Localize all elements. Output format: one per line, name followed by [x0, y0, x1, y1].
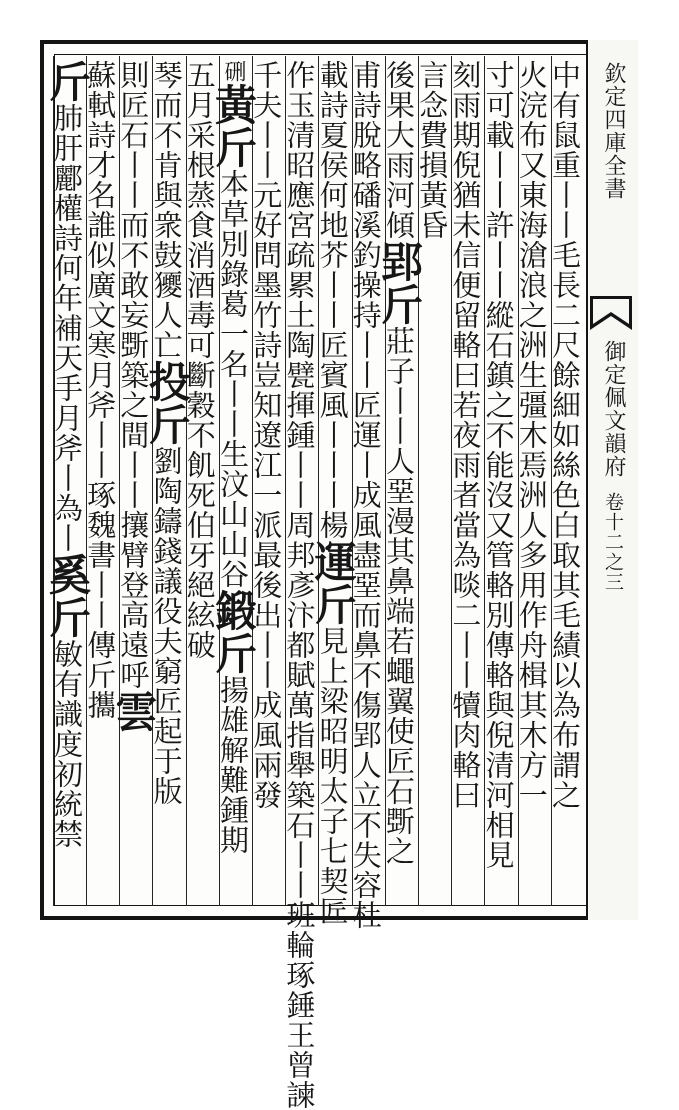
section-label: 御定佩文韻府: [601, 340, 626, 478]
column-text: 載詩夏侯何地芥丨丨匠賓風丨丨: [315, 60, 350, 480]
text-column: [142, 60, 192, 900]
text-column: [481, 60, 517, 900]
book-title: 欽定四庫全書: [601, 62, 626, 200]
column-text: 肺肝酈權詩何年補天手月斧丨為丨: [49, 103, 84, 553]
text-column: [282, 60, 318, 1110]
text-column: [348, 60, 385, 930]
column-text: 琴而不肯與衆鼓獿人亡: [149, 60, 184, 360]
column-text: 甫詩脫略磻溪釣操持丨丨匠: [348, 60, 383, 420]
column-text: 則匠石丨丨而不敢妄斲: [116, 60, 151, 360]
headword: 斤: [42, 60, 92, 103]
headword: 黃斤: [208, 83, 258, 169]
column-text: 千夫丨丨元好問墨竹詩豈知遼江一派最後出丨丨成風兩發: [249, 60, 284, 810]
text-column: [83, 60, 119, 900]
text-column: [109, 60, 159, 900]
headword: 鍛斤: [208, 589, 258, 675]
column-text: 言念費損黃昏: [415, 60, 450, 240]
text-column: [514, 60, 551, 900]
column-text: 劉陶鑄錢議役夫窮匠起于版: [149, 446, 184, 806]
column-text: 死伯牙絕絃破: [182, 480, 217, 660]
column-text: 蘇軾詩才名誰似廣文寒月斧丨丨琢: [83, 60, 118, 510]
text-column: [249, 60, 285, 900]
column-text: 魏書丨丨傳斤: [83, 510, 118, 690]
column-text: 見上梁昭明太子七契匠: [315, 626, 350, 926]
text-column: [42, 60, 92, 900]
headword: 郢斤: [374, 240, 424, 326]
column-text: 揚雄解難鍾期: [215, 675, 250, 855]
column-text: 丨楊: [315, 480, 350, 540]
text-column: [182, 60, 219, 900]
headword: 運斤: [308, 540, 358, 626]
headword: 投斤: [142, 360, 192, 446]
column-text: 築之間丨丨攘臂登高遠呼: [116, 360, 151, 690]
text-column: [448, 60, 484, 900]
headword: 奚斤: [42, 553, 92, 639]
column-text: 火浣布又東海滄浪之洲生彊木焉洲人多用作舟楫其木方一: [514, 60, 549, 810]
column-text: 莊子丨丨人堊漫其鼻端若蠅翼使匠石斲之: [381, 326, 416, 866]
text-column: [547, 60, 584, 900]
text-column: [374, 60, 424, 900]
column-text: 刻雨期倪猶未信便留輅曰若夜雨者當為啖二丨丨犢肉輅曰: [448, 60, 483, 810]
volume-label: 卷十二之三: [602, 492, 624, 592]
column-text: 石丨丨班輪琢錘王曾諫: [282, 810, 317, 1110]
text-column: [415, 60, 451, 900]
column-text: 攜: [83, 690, 118, 720]
text-column: [208, 60, 258, 900]
column-text: 本草別錄葛一名丨丨生汶山山谷: [215, 169, 250, 589]
column-text: 後果大雨河傾: [381, 60, 416, 240]
headword: 雲: [109, 690, 159, 733]
column-text: 五月采根蒸食消酒毒可斷穀不飢: [182, 60, 217, 480]
column-text: 作玉清昭應宮疏累土陶甓揮鍾丨丨周邦彥汴都賦萬指舉築: [282, 60, 317, 810]
column-text: 寸可載丨丨許丨丨縱石鎮之不能沒又管輅別傳輅與倪清河相見: [481, 60, 516, 870]
column-text: 運丨成風盡堊而鼻不傷郢人立不失容杜: [348, 420, 383, 930]
column-text: 敏有識度初統禁: [49, 639, 84, 849]
fish-tail-mark-icon: [590, 296, 632, 330]
column-text: 中有鼠重丨丨毛長二尺餘細如絲色白取其毛績以為布謂之: [547, 60, 582, 810]
text-column: [308, 60, 358, 926]
column-text: 硎: [220, 60, 246, 83]
